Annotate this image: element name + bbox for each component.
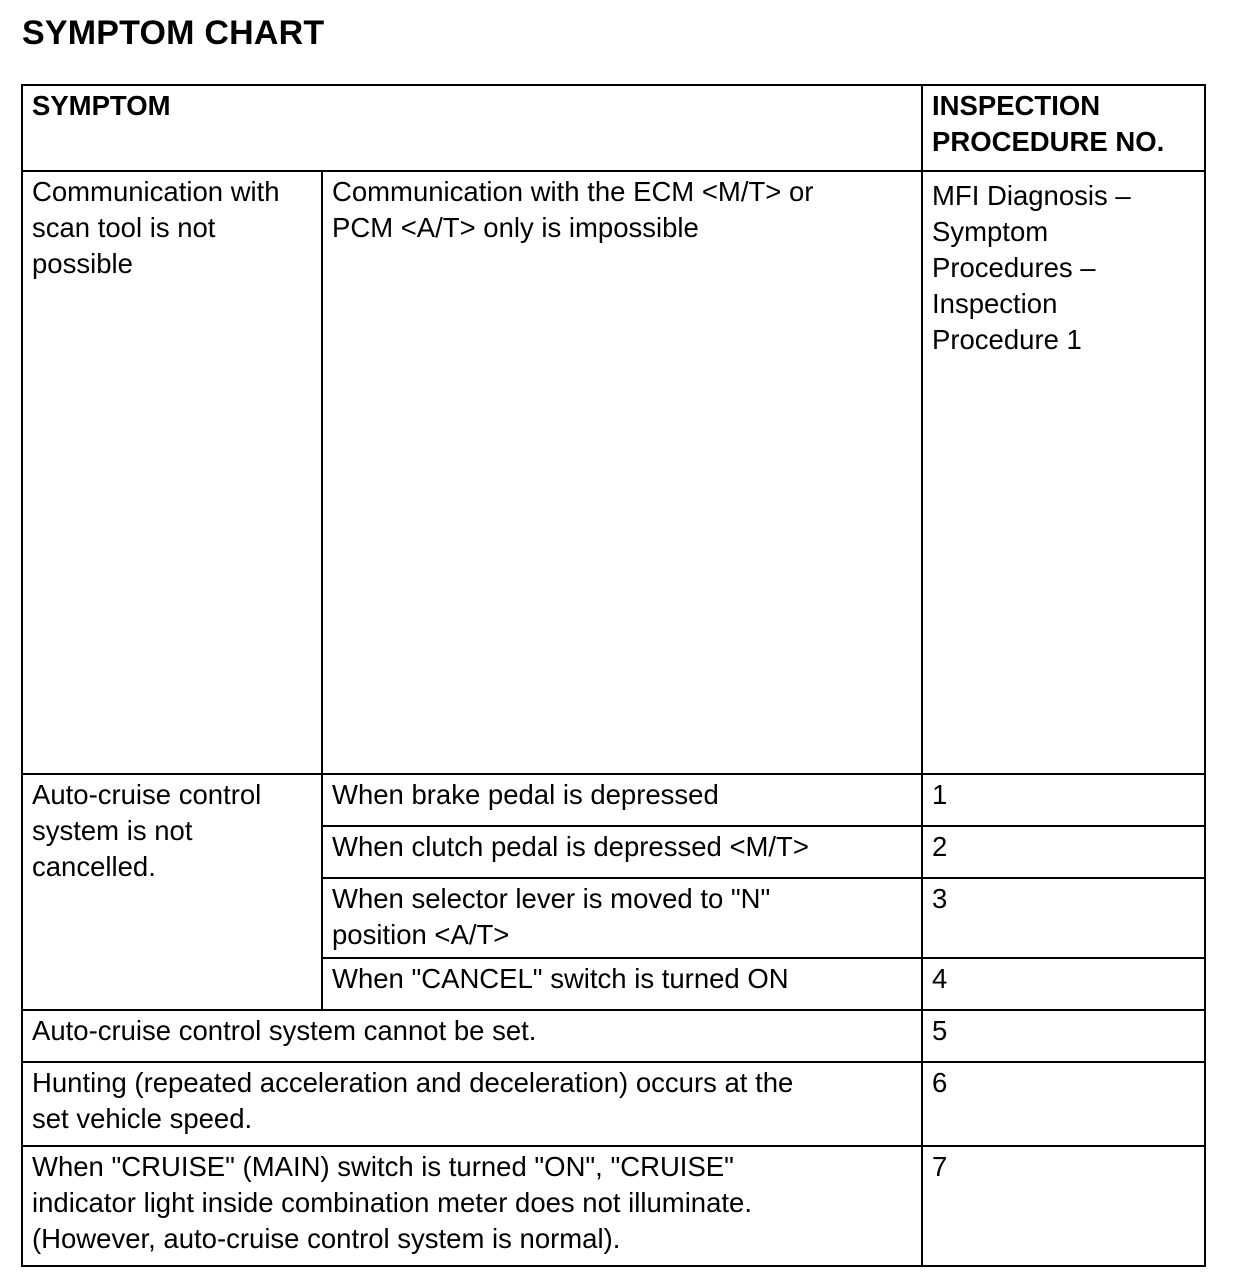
table-row: [22, 171, 1205, 774]
page-title: SYMPTOM CHART: [22, 14, 325, 52]
symptom-header: [22, 85, 922, 171]
cell-line: indicator light inside combination meter does not illuminate.: [32, 1187, 752, 1218]
symptom-detail-cell: [322, 826, 922, 878]
procedure-number: 2: [932, 831, 948, 862]
symptom-detail-cell: [322, 878, 922, 958]
procedure-cell: [922, 878, 1205, 958]
procedure-number: 1: [932, 779, 948, 810]
procedure-number: 4: [932, 963, 948, 994]
cell-line: When "CRUISE" (MAIN) switch is turned "ON", "CRUISE": [32, 1151, 734, 1182]
symptom-detail-cell: [322, 774, 922, 826]
table-row: [22, 1010, 1205, 1062]
header-row: [22, 85, 1205, 171]
symptom-table: [21, 84, 1206, 1267]
symptom-cell: [22, 1062, 922, 1146]
cell-line: Procedures –: [932, 252, 1096, 283]
table-row: [22, 774, 1205, 826]
cell-line: MFI Diagnosis –: [932, 180, 1131, 211]
procedure-number: 6: [932, 1067, 948, 1098]
procedure-header-line: PROCEDURE NO.: [932, 126, 1165, 157]
cell-line: Inspection: [932, 288, 1058, 319]
procedure-cell: [922, 171, 1205, 774]
cell-line: Communication with: [32, 176, 280, 207]
cell-line: position <A/T>: [332, 919, 510, 950]
symptom-header-label: SYMPTOM: [32, 90, 171, 121]
cell-line: scan tool is not: [32, 212, 216, 243]
procedure-cell: [922, 1010, 1205, 1062]
procedure-cell: [922, 1146, 1205, 1266]
symptom-detail-cell: [322, 171, 922, 774]
cell-line: Hunting (repeated acceleration and deceleration) occurs at the: [32, 1067, 794, 1098]
cell-line: When clutch pedal is depressed <M/T>: [332, 831, 809, 862]
table-row: [22, 1062, 1205, 1146]
procedure-cell: [922, 1062, 1205, 1146]
cell-line: When "CANCEL" switch is turned ON: [332, 963, 789, 994]
table-row: [22, 1146, 1205, 1266]
cell-line: When selector lever is moved to "N": [332, 883, 771, 914]
cell-line: Symptom: [932, 216, 1049, 247]
procedure-header: [922, 85, 1205, 171]
cell-line: system is not: [32, 815, 193, 846]
procedure-cell: [922, 826, 1205, 878]
cell-line: Auto-cruise control system cannot be set.: [32, 1015, 537, 1046]
cell-line: When brake pedal is depressed: [332, 779, 719, 810]
cell-line: set vehicle speed.: [32, 1103, 253, 1134]
procedure-number: 3: [932, 883, 948, 914]
procedure-cell: [922, 958, 1205, 1010]
symptom-detail-cell: [322, 958, 922, 1010]
cell-line: possible: [32, 248, 133, 279]
symptom-cell: [22, 1010, 922, 1062]
cell-line: PCM <A/T> only is impossible: [332, 212, 699, 243]
cell-line: Auto-cruise control: [32, 779, 262, 810]
symptom-cell: [22, 1146, 922, 1266]
cell-line: Procedure 1: [932, 324, 1082, 355]
cell-line: Communication with the ECM <M/T> or: [332, 176, 814, 207]
cell-line: cancelled.: [32, 851, 156, 882]
procedure-number: 7: [932, 1151, 948, 1182]
symptom-category-cell: [22, 774, 322, 1010]
procedure-cell: [922, 774, 1205, 826]
symptom-category-cell: [22, 171, 322, 774]
cell-line: (However, auto-cruise control system is normal).: [32, 1223, 621, 1254]
procedure-number: 5: [932, 1015, 948, 1046]
procedure-header-line: INSPECTION: [932, 90, 1101, 121]
